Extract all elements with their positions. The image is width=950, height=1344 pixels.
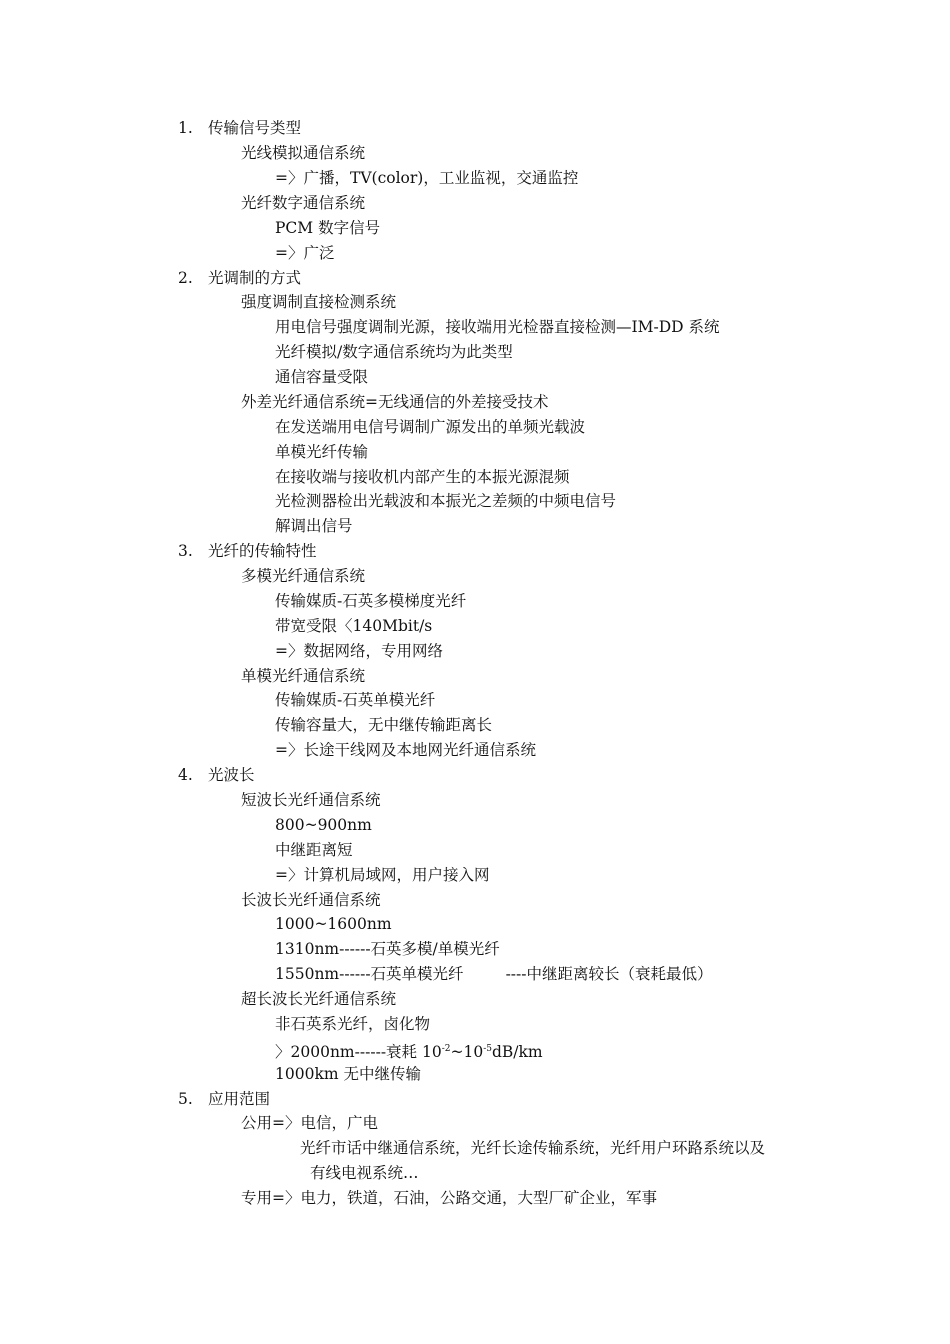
detail-line — [275, 964, 713, 984]
section-number: 4. — [178, 766, 193, 784]
detail-line: =〉广泛 — [275, 244, 335, 262]
subheading: 多模光纤通信系统 — [241, 567, 366, 585]
section-title: 光波长 — [208, 766, 255, 784]
section-2-heading — [178, 268, 301, 288]
detail-line: 单模光纤传输 — [275, 443, 369, 461]
detail-line: 在发送端用电信号调制广源发出的单频光载波 — [275, 418, 586, 436]
detail-line: 在接收端与接收机内部产生的本振光源混频 — [275, 468, 570, 486]
detail-text: 1550nm------石英单模光纤 — [275, 965, 464, 983]
subheading: 公用=〉电信，广电 — [241, 1114, 378, 1132]
detail-line: 通信容量受限 — [275, 368, 369, 386]
subheading: 专用=〉电力，铁道，石油，公路交通，大型厂矿企业，军事 — [241, 1189, 657, 1207]
detail-line: 1000~1600nm — [275, 915, 392, 933]
section-title: 应用范围 — [208, 1090, 271, 1108]
detail-line: 用电信号强度调制光源，接收端用光检器直接检测—IM-DD 系统 — [275, 318, 720, 336]
exponent-superscript: -2 — [441, 1044, 451, 1054]
detail-line — [275, 1039, 543, 1062]
section-title: 光纤的传输特性 — [208, 542, 317, 560]
detail-line: 1000km 无中继传输 — [275, 1065, 421, 1083]
detail-line: 传输容量大，无中继传输距离长 — [275, 716, 493, 734]
subheading: 光纤数字通信系统 — [241, 194, 366, 212]
subheading: 强度调制直接检测系统 — [241, 293, 397, 311]
section-title: 传输信号类型 — [208, 119, 302, 137]
detail-line: =〉数据网络，专用网络 — [275, 642, 443, 660]
section-3-heading — [178, 541, 317, 561]
section-1-heading — [178, 118, 301, 138]
detail-line: 光检测器检出光载波和本振光之差频的中频电信号 — [275, 492, 617, 510]
subheading: 光线模拟通信系统 — [241, 144, 366, 162]
detail-line: 800~900nm — [275, 816, 372, 834]
detail-line: =〉长途干线网及本地网光纤通信系统 — [275, 741, 536, 759]
detail-line: =〉计算机局域网，用户接入网 — [275, 866, 490, 884]
detail-line: 非石英系光纤，卤化物 — [275, 1015, 431, 1033]
section-number: 2. — [178, 269, 193, 287]
attenuation-text: 〉2000nm------衰耗 10 — [275, 1043, 442, 1061]
detail-line: 带宽受限〈140Mbit/s — [275, 617, 433, 635]
subheading: 超长波长光纤通信系统 — [241, 990, 397, 1008]
section-4-heading — [178, 765, 255, 785]
detail-line: 光纤模拟/数字通信系统均为此类型 — [275, 343, 513, 361]
section-number: 3. — [178, 542, 193, 560]
detail-line: 解调出信号 — [275, 517, 353, 535]
detail-line: PCM 数字信号 — [275, 219, 381, 237]
detail-line: 中继距离短 — [275, 841, 353, 859]
exponent-superscript: -5 — [483, 1044, 492, 1054]
detail-note: ----中继距离较长（衰耗最低） — [505, 965, 713, 983]
subheading: 单模光纤通信系统 — [241, 667, 366, 685]
section-5-heading — [178, 1089, 270, 1109]
attenuation-text: ~10 — [450, 1043, 484, 1061]
section-number: 5. — [178, 1090, 193, 1108]
section-number: 1. — [178, 119, 193, 137]
detail-line: 传输媒质-石英单模光纤 — [275, 691, 436, 709]
subheading: 长波长光纤通信系统 — [241, 891, 381, 909]
subheading: 短波长光纤通信系统 — [241, 791, 381, 809]
detail-line: 1310nm------石英多模/单模光纤 — [275, 940, 500, 958]
subheading: 外差光纤通信系统=无线通信的外差接受技术 — [241, 393, 549, 411]
section-title: 光调制的方式 — [208, 269, 302, 287]
detail-line: 传输媒质-石英多模梯度光纤 — [275, 592, 467, 610]
detail-line: 有线电视系统… — [310, 1164, 419, 1182]
attenuation-unit: dB/km — [491, 1043, 543, 1061]
detail-line: =〉广播，TV(color)，工业监视，交通监控 — [275, 169, 579, 187]
detail-line: 光纤市话中继通信系统，光纤长途传输系统，光纤用户环路系统以及 — [300, 1139, 766, 1157]
